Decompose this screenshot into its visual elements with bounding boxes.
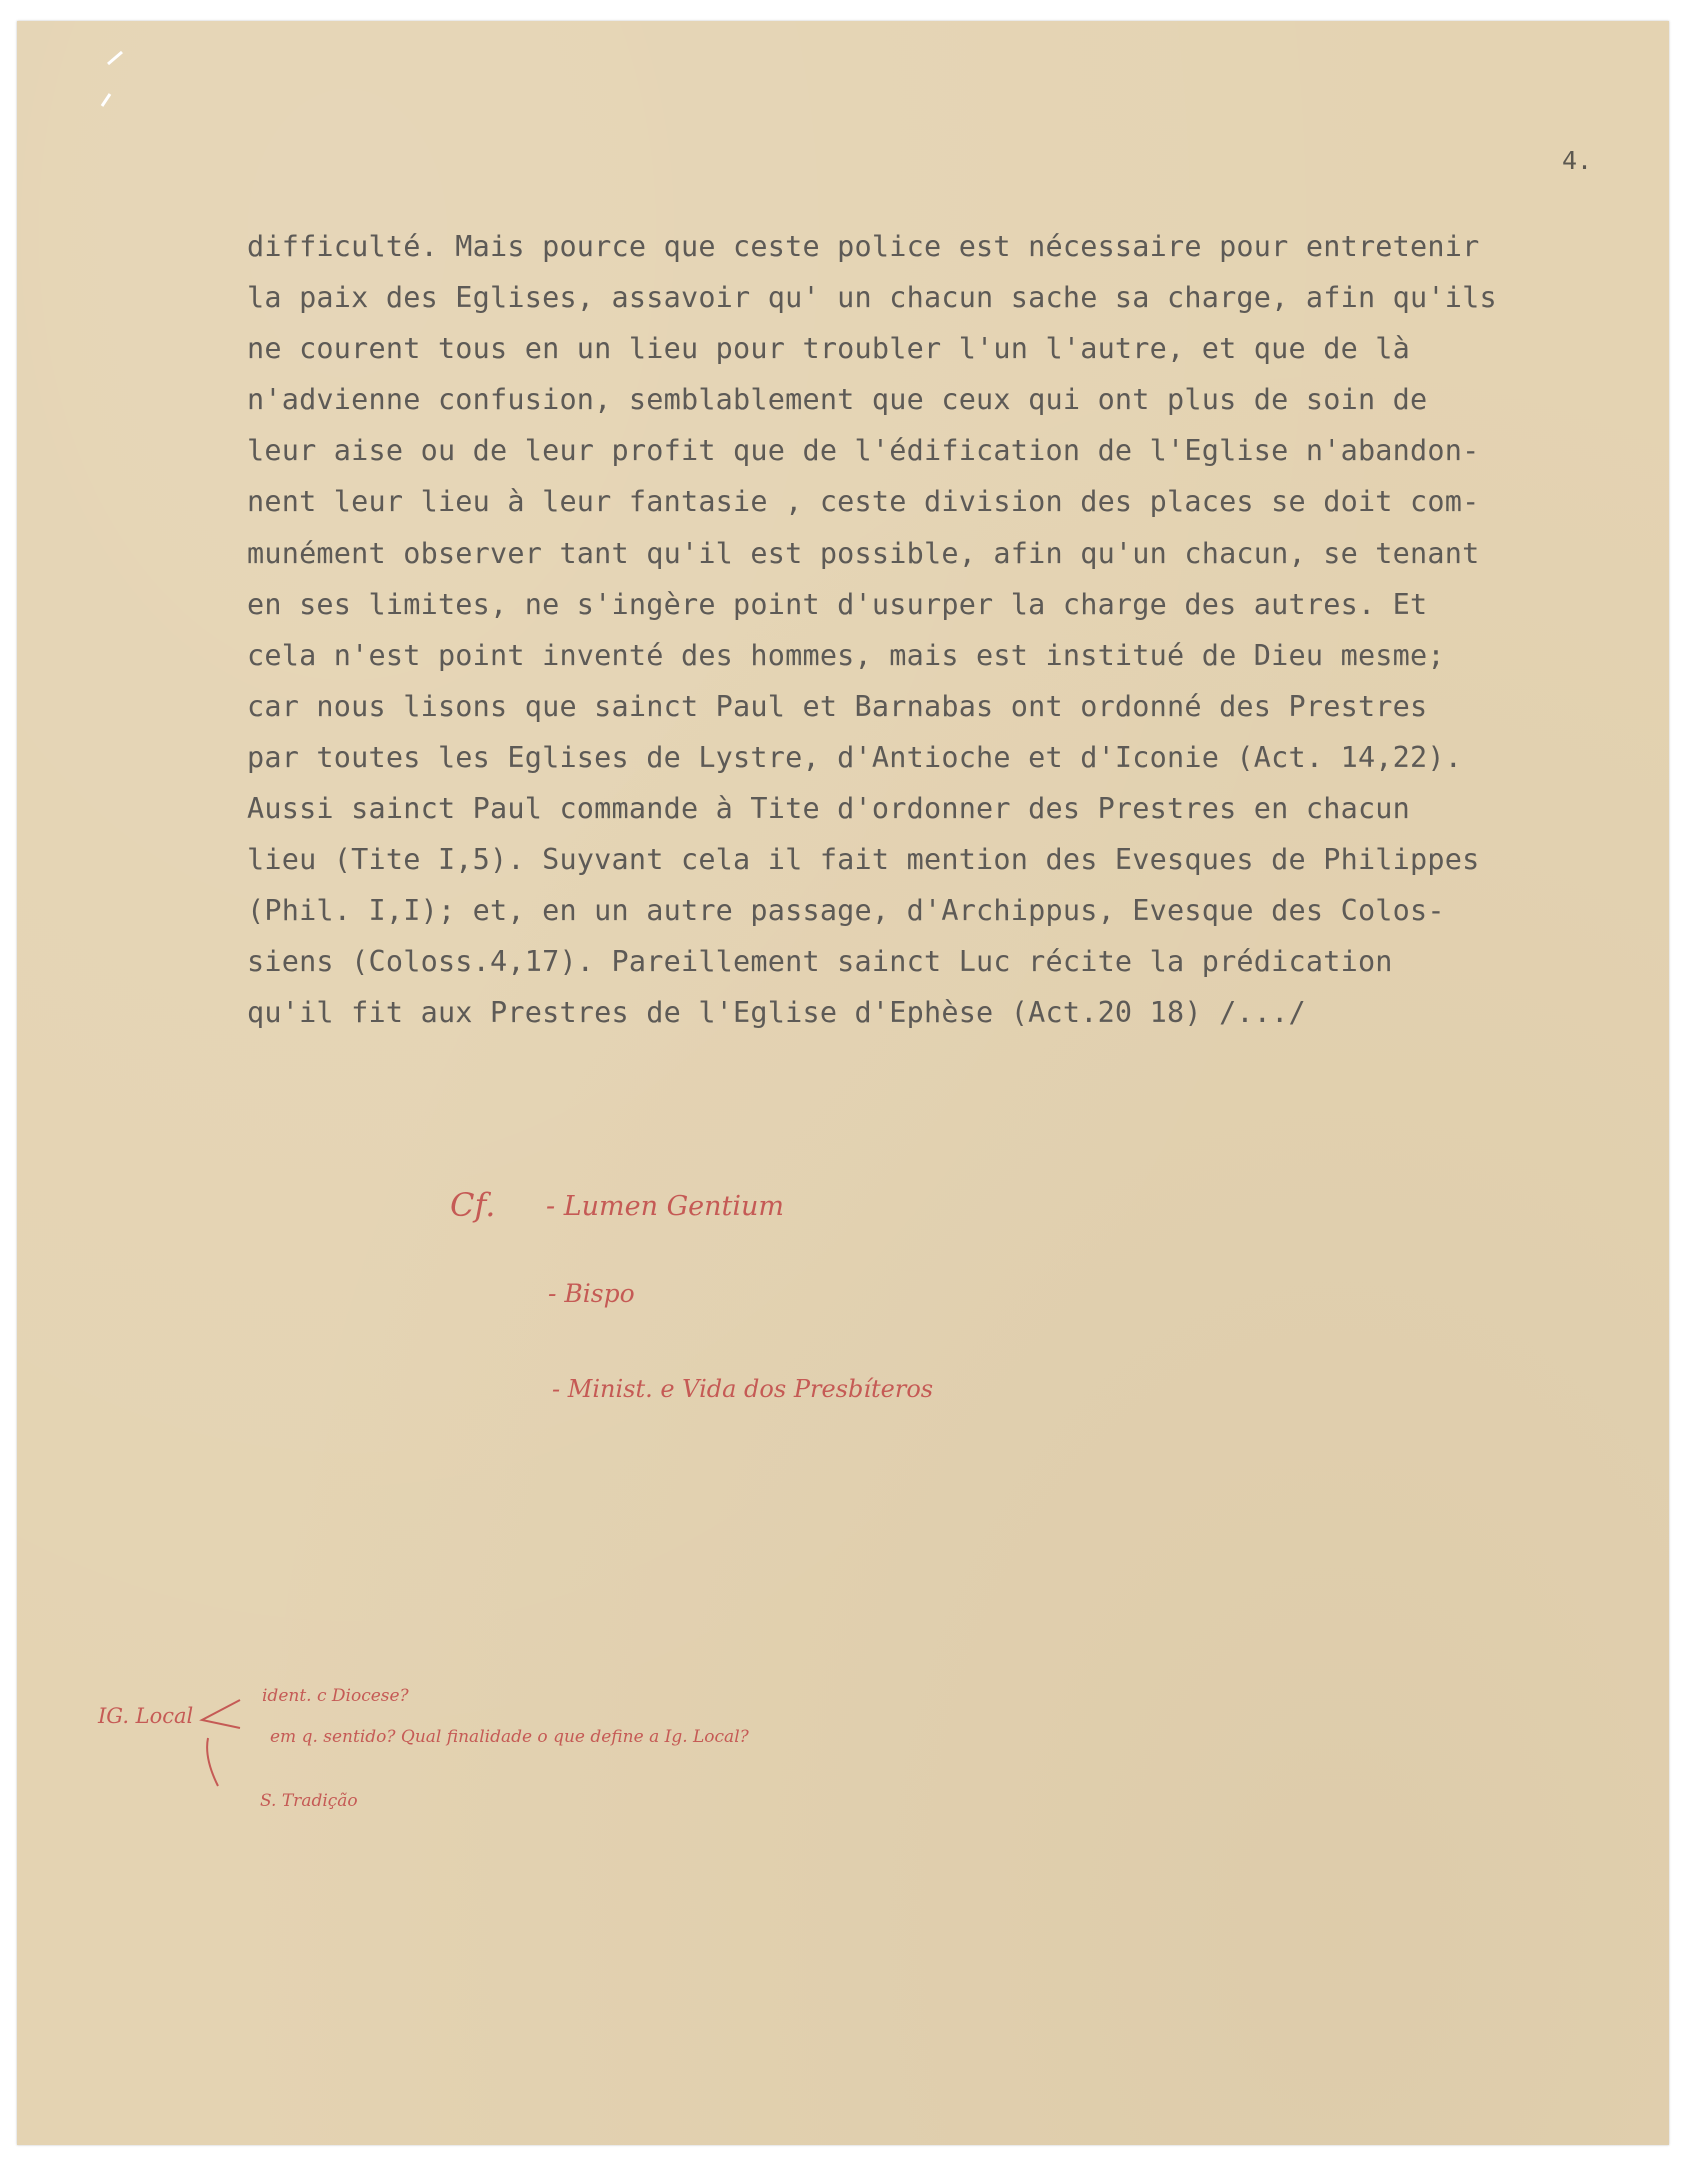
body-line: car nous lisons que sainct Paul et Barnabas ont ordonné des Prestres [247,689,1428,723]
body-line: qu'il fit aux Prestres de l'Eglise d'Ephèse (Act.20 18) /.../ [247,996,1306,1030]
body-line: (Phil. I,I); et, en un autre passage, d'Archippus, Evesque des Colos- [247,894,1445,928]
page-number: 4. [1562,146,1593,175]
bracket-icon [196,1688,266,1818]
margin-note-line: ident. c Diocese? [262,1686,409,1706]
body-line: lieu (Tite I,5). Suyvant cela il fait mention des Evesques de Philippes [247,843,1480,877]
body-line: leur aise ou de leur profit que de l'édification de l'Eglise n'abandon- [247,434,1480,468]
margin-note-line: S. Tradição [260,1791,358,1811]
typed-body-text [247,221,1667,1039]
body-line: munément observer tant qu'il est possible, afin qu'un chacun, se tenant [247,536,1480,570]
handwritten-note-item: - Lumen Gentium [546,1191,784,1222]
body-line: Aussi sainct Paul commande à Tite d'ordonner des Prestres en chacun [247,792,1411,826]
paper-crease-mark [100,50,130,110]
margin-note-label: IG. Local [98,1704,194,1728]
handwritten-note-item: - Minist. e Vida dos Presbíteros [552,1375,934,1403]
margin-note-line: em q. sentido? Qual finalidade o que define a Ig. Local? [270,1727,749,1747]
body-line: ne courent tous en un lieu pour troubler l'un l'autre, et que de là [247,332,1411,366]
body-line: en ses limites, ne s'ingère point d'usurper la charge des autres. Et [247,587,1428,621]
body-line: la paix des Eglises, assavoir qu' un chacun sache sa charge, afin qu'ils [247,281,1497,315]
body-line: par toutes les Eglises de Lystre, d'Antioche et d'Iconie (Act. 14,22). [247,740,1463,774]
handwritten-cf: Cf. [450,1186,496,1224]
body-line: difficulté. Mais pource que ceste police est nécessaire pour entretenir [247,230,1480,263]
paper-sheet [17,21,1669,2145]
handwritten-note-item: - Bispo [548,1279,635,1308]
body-line: n'advienne confusion, semblablement que ceux qui ont plus de soin de [247,383,1428,417]
body-line: cela n'est point inventé des hommes, mais est institué de Dieu mesme; [247,638,1445,672]
body-line: nent leur lieu à leur fantasie , ceste division des places se doit com- [247,485,1480,519]
body-line: siens (Coloss.4,17). Pareillement sainct Luc récite la prédication [247,945,1393,979]
